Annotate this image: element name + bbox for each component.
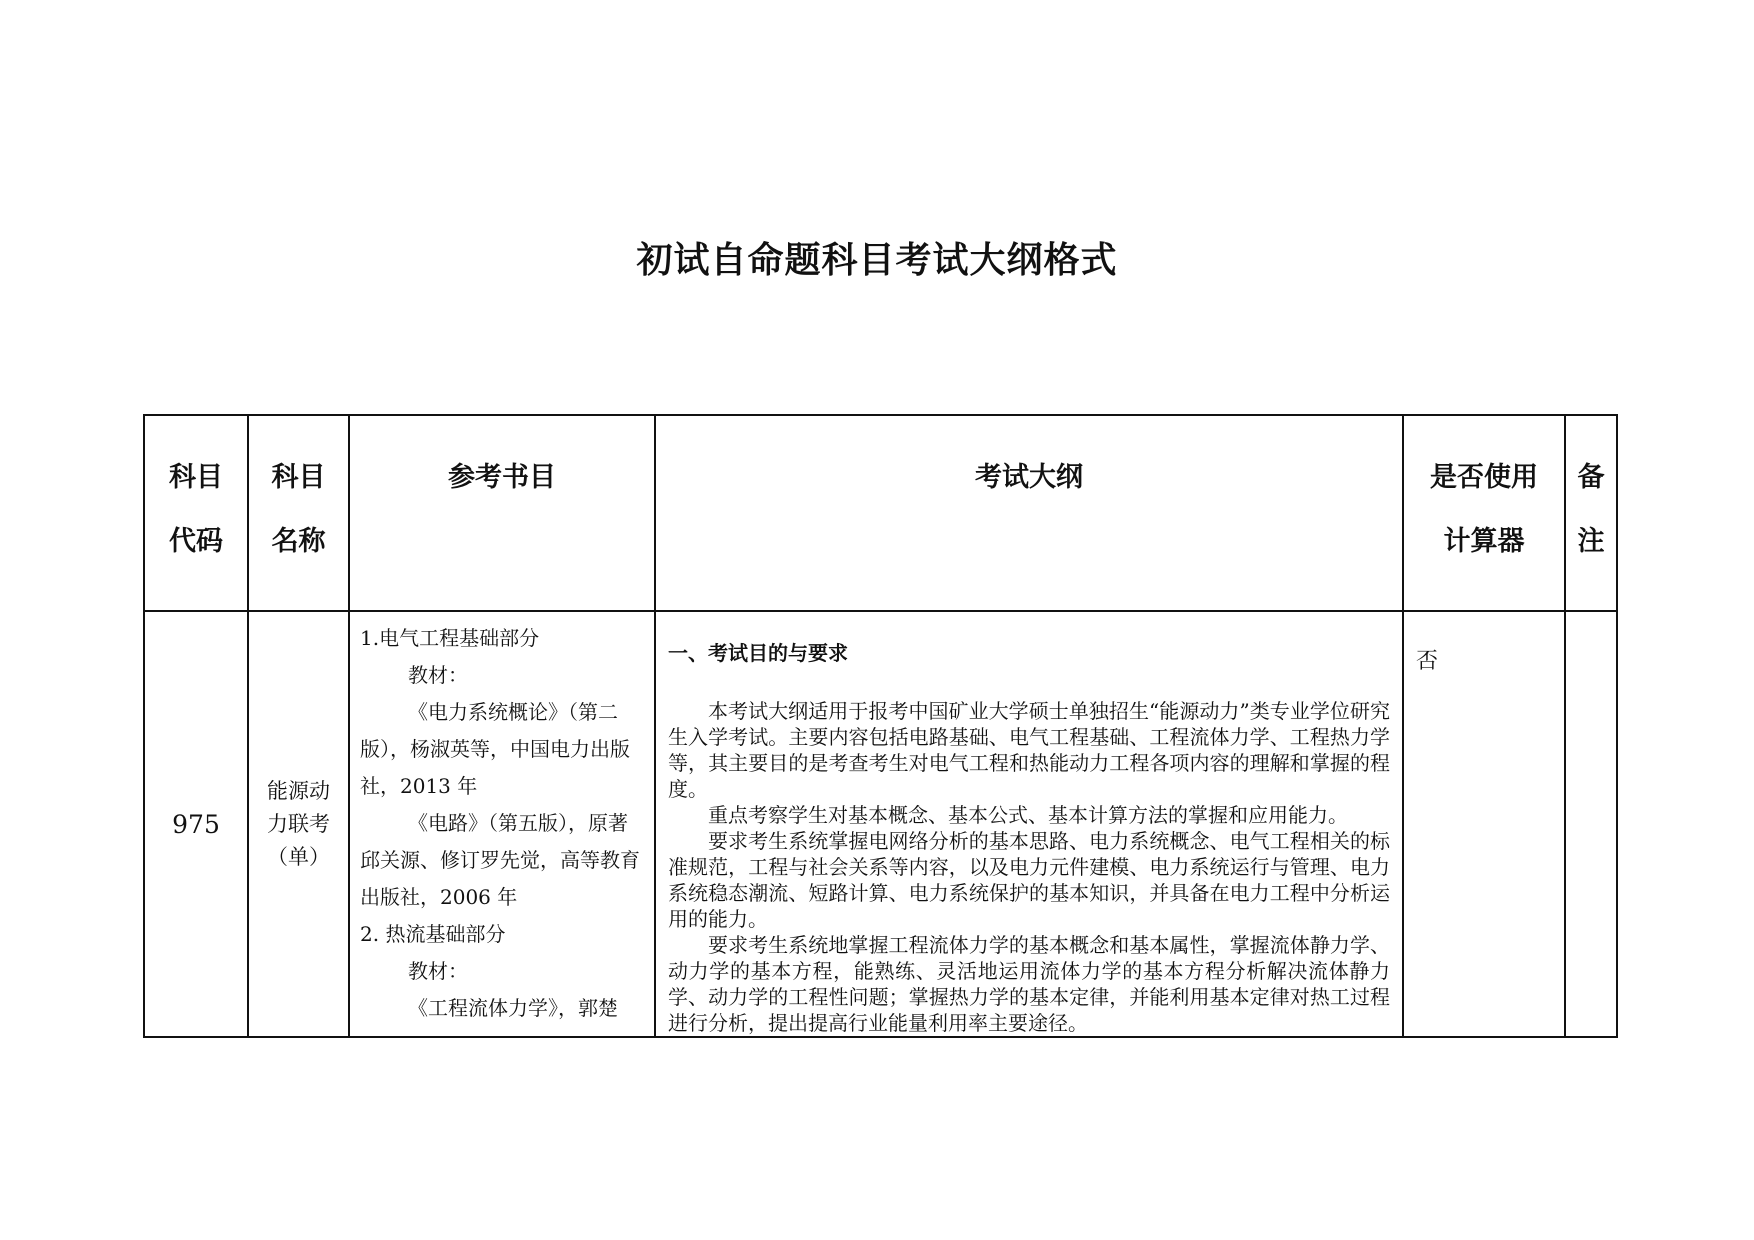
ref-item: 教材： (408, 663, 468, 687)
reference-books-cell (349, 611, 655, 1037)
exam-outline-cell (655, 611, 1403, 1037)
outline-paragraph: 重点考察学生对基本概念、基本公式、基本计算方法的掌握和应用能力。 (708, 803, 1348, 827)
outline-paragraph: 本考试大纲适用于报考中国矿业大学硕士单独招生“能源动力”类专业学位研究生入学考试。主要内容包括电路基础、电气工程基础、工程流体力学、工程热力学等，其主要目的是考查考生对电气工程和热能动力工程各项内容的理解和掌握的程度。 (668, 699, 1390, 801)
header-exam-outline: 考试大纲 (655, 415, 1403, 611)
outline-section-heading: 一、考试目的与要求 (668, 641, 848, 665)
ref-item: 《工程流体力学》，郭楚 (408, 996, 618, 1020)
outline-paragraph: 要求考生系统地掌握工程流体力学的基本概念和基本属性，掌握流体静力学、动力学的基本方程，能熟练、灵活地运用流体力学的基本方程分析解决流体静力学、动力学的工程性问题；掌握热力学的基本定律，并能利用基本定律对热工过程进行分析，提出提高行业能量利用率主要途径。 (668, 933, 1390, 1035)
header-calculator: 是否使用 计算器 (1403, 415, 1565, 611)
table-header-row (144, 415, 1617, 611)
subject-name-cell: 能源动 力联考 （单） (248, 611, 349, 1037)
header-subject-name: 科目 名称 (248, 415, 349, 611)
ref-item: 1.电气工程基础部分 (360, 626, 540, 650)
page-title: 初试自命题科目考试大纲格式 (636, 240, 1118, 281)
ref-item: 《电路》（第五版），原著邱关源、修订罗先觉，高等教育出版社，2006 年 (360, 811, 640, 909)
subject-code-cell: 975 (144, 611, 248, 1037)
remarks-cell (1565, 611, 1617, 1037)
header-subject-code: 科目 代码 (144, 415, 248, 611)
table-row (144, 611, 1617, 1037)
ref-item: 《电力系统概论》（第二版），杨淑英等，中国电力出版社，2013 年 (360, 700, 630, 798)
ref-item: 教材： (408, 959, 468, 983)
ref-item: 2. 热流基础部分 (360, 922, 506, 946)
calculator-cell: 否 (1403, 611, 1565, 1037)
exam-outline-table (143, 414, 1618, 1038)
header-reference-books: 参考书目 (349, 415, 655, 611)
outline-paragraph: 要求考生系统掌握电网络分析的基本思路、电力系统概念、电气工程相关的标准规范，工程与社会关系等内容，以及电力元件建模、电力系统运行与管理、电力系统稳态潮流、短路计算、电力系统保护的基本知识，并具备在电力工程中分析运用的能力。 (668, 829, 1390, 931)
header-remarks: 备 注 (1565, 415, 1617, 611)
